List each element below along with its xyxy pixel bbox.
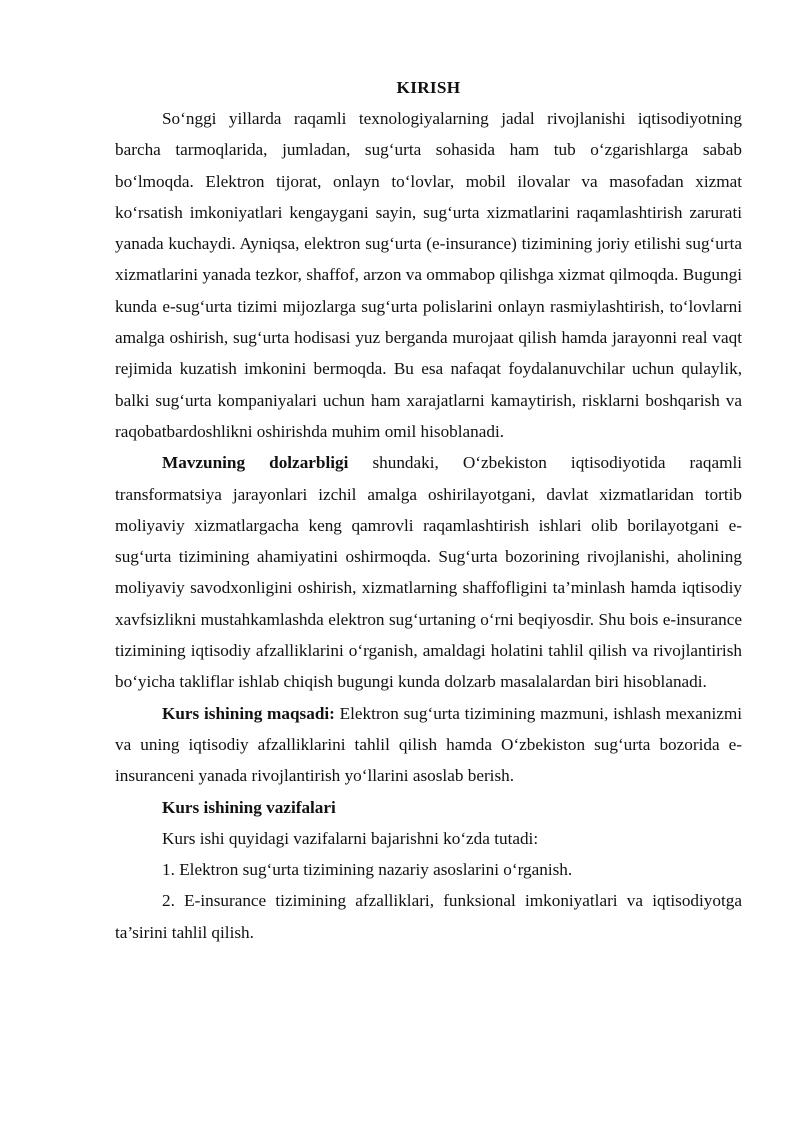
- task-item-1: 1. Elektron sug‘urta tizimining nazariy asoslarini o‘rganish.: [162, 860, 573, 880]
- relevance-paragraph: [115, 447, 742, 697]
- tasks-intro: Kurs ishi quyidagi vazifalarni bajarishni ko‘zda tutadi:: [162, 828, 539, 848]
- goal-lead: Kurs ishining maqsadi:: [162, 703, 335, 723]
- goal-text: Elektron sug‘urta tizimining mazmuni, ishlash mexanizmi va uning iqtisodiy afzalliklarini tahlil qilish hamda O‘zbekiston sug‘urta bozorida e-insuranceni yanada rivojlantirish yo‘llarini asoslab berish.: [115, 703, 742, 786]
- tasks-heading-text: Kurs ishining vazifalari: [162, 797, 336, 817]
- document-title: KIRISH: [396, 78, 461, 97]
- tasks-heading: [115, 792, 742, 823]
- intro-paragraph: So‘nggi yillarda raqamli texnologiyalarning jadal rivojlanishi iqtisodiyotning barcha tarmoqlarida, jumladan, sug‘urta sohasida ham tub o‘zgarishlarga sabab bo‘lmoqda. Elektron tijorat, onlayn to‘lovlar, mobil ilovalar va masofadan xizmat ko‘rsatish imkoniyatlari kengaygani sayin, sug‘urta xizmatlarini raqamlashtirish zarurati yanada kuchaydi. Ayniqsa, elektron sug‘urta (e-insurance) tizimining joriy etilishi sug‘urta xizmatlarini yanada tezkor, shaffof, arzon va ommabop qilishga xizmat qilmoqda. Bugungi kunda e-sug‘urta tizimi mijozlarga sug‘urta polislarini onlayn rasmiylashtirish, to‘lovlarni amalga oshirish, sug‘urta hodisasi yuz berganda murojaat qilish hamda jarayonni real vaqt rejimida kuzatish imkonini bermoqda. Bu esa nafaqat foydalanuvchilar uchun qulaylik, balki sug‘urta kompaniyalari uchun ham xarajatlarni kamaytirish, risklarni boshqarish va raqobatbardoshlikni oshirishda muhim omil hisoblanadi.: [115, 109, 742, 441]
- goal-paragraph: [115, 698, 742, 792]
- relevance-lead: Mavzuning dolzarbligi: [162, 453, 349, 473]
- document-page: [115, 72, 742, 948]
- task-item-2: 2. E-insurance tizimining afzalliklari, funksional imkoniyatlari va iqtisodiyotga ta’sirini tahlil qilish.: [115, 891, 742, 942]
- relevance-text: shundaki, O‘zbekiston iqtisodiyotida raqamli transformatsiya jarayonlari izchil amalga oshirilayotgani, davlat xizmatlaridan tortib moliyaviy xizmatlargacha keng qamrovli raqamlashtirish ishlari olib borilayotgani e-sug‘urta tizimining ahamiyatini oshirmoqda. Sug‘urta bozorining rivojlanishi, aholining moliyaviy savodxonligini oshirish, xizmatlarning shaffofligini ta’minlash hamda iqtisodiy xavfsizlikni mustahkamlashda elektron sug‘urtaning o‘rni beqiyosdir. Shu bois e-insurance tizimining iqtisodiy afzalliklarini o‘rganish, amaldagi holatini tahlil qilish va rivojlantirish bo‘yicha takliflar ishlab chiqish bugungi kunda dolzarb masalalardan biri hisoblanadi.: [115, 453, 742, 692]
